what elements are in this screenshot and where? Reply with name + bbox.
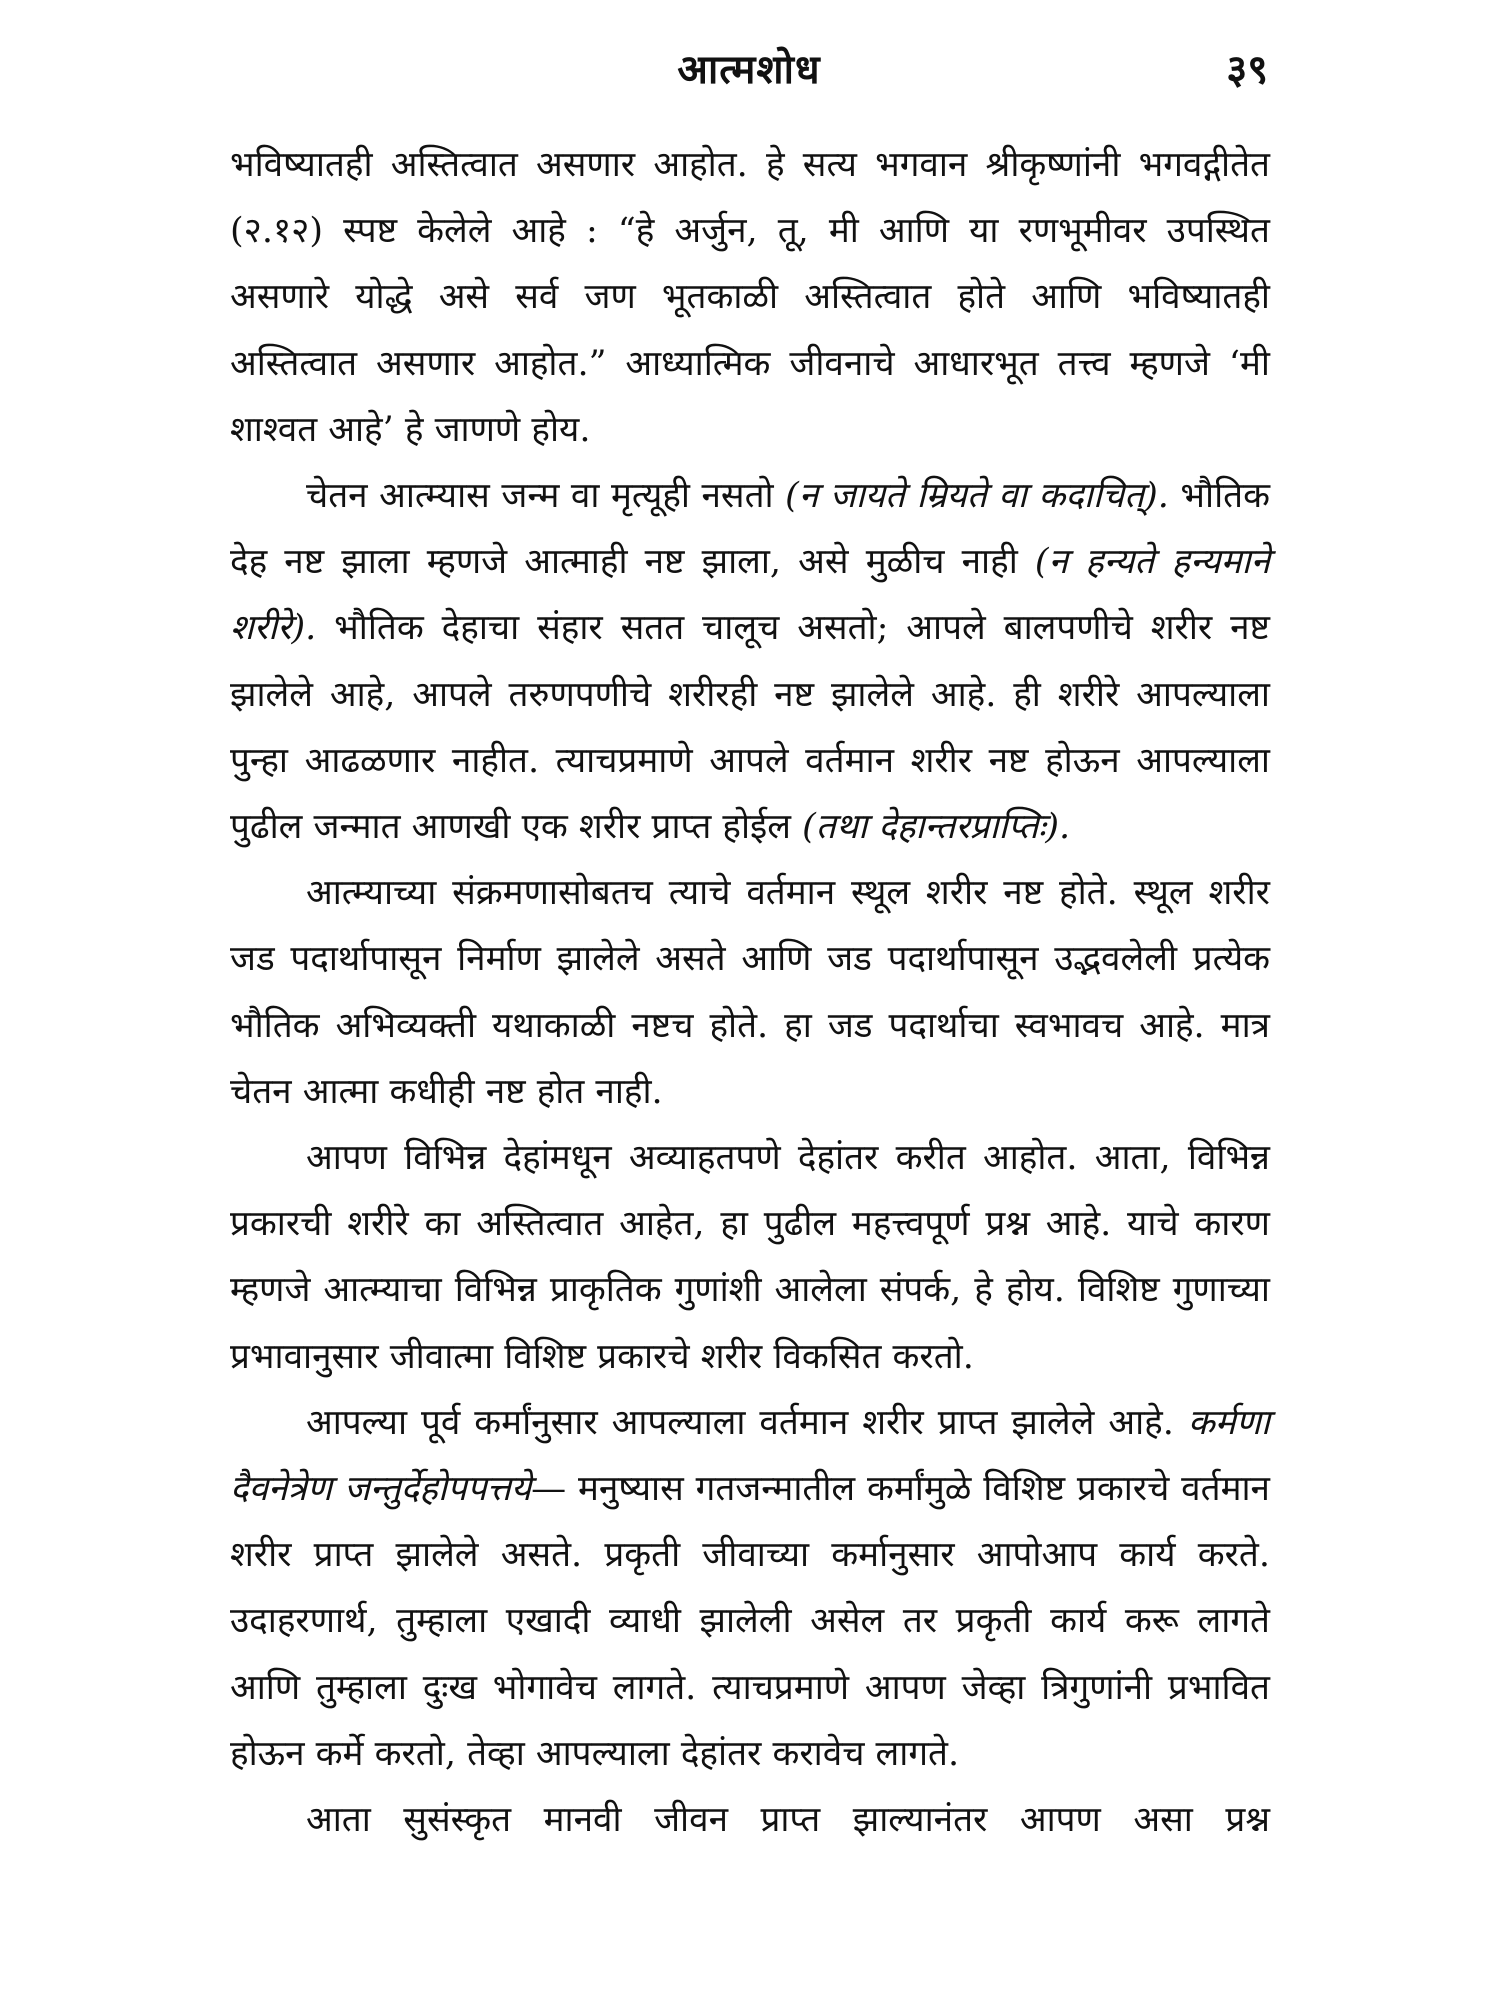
paragraph-text: चेतन आत्म्यास जन्म वा मृत्यूही नसतो [306, 476, 786, 517]
page-title: आत्मशोध [677, 47, 821, 93]
paragraph-3 [230, 860, 1270, 1125]
sanskrit-quote: (तथा देहान्तरप्राप्तिः). [802, 807, 1071, 848]
running-head [230, 34, 1268, 104]
paragraph-2 [230, 463, 1270, 860]
paragraph-text: भौतिक देहाचा संहार सतत चालूच असतो; आपले बालपणीचे शरीर नष्ट झालेले आहे, आपले तरुणपणीचे शरीरही नष्ट झालेले आहे. ही शरीरे आपल्याला पुन्हा आढळणार नाहीत. त्याचप्रमाणे आपले वर्तमान शरीर नष्ट होऊन आपल्याला पुढील जन्मात आणखी एक शरीर प्राप्त होईल [230, 608, 1270, 848]
paragraph-text: आता सुसंस्कृत मानवी जीवन प्राप्त झाल्यानंतर आपण असा प्रश्न [306, 1800, 1270, 1841]
paragraph-4 [230, 1125, 1270, 1390]
paragraph-text: भौतिक देह नष्ट झाला म्हणजे आत्माही नष्ट झाला, असे मुळीच नाही [230, 476, 1270, 583]
sanskrit-quote: (न जायते म्रियते वा कदाचित्). [785, 476, 1169, 517]
sanskrit-quote: कर्मणा दैवनेत्रेण जन्तुर्देहोपपत्तये [230, 1402, 1270, 1510]
page-number: ३९ [1226, 47, 1268, 93]
sanskrit-quote: (न हन्यते हन्यमाने शरीरे). [230, 542, 1270, 649]
paragraph-text: आत्म्याच्या संक्रमणासोबतच त्याचे वर्तमान स्थूल शरीर नष्ट होते. स्थूल शरीर जड पदार्थापासून निर्माण झालेले असते आणि जड पदार्थापासून उद्भवलेली प्रत्येक भौतिक अभिव्यक्ती यथाकाळी नष्टच होते. हा जड पदार्थाचा स्वभावच आहे. मात्र चेतन आत्मा कधीही नष्ट होत नाही. [230, 873, 1270, 1112]
paragraph-text: भविष्यातही अस्तित्वात असणार आहोत. हे सत्य भगवान श्रीकृष्णांनी भगवद्गीतेत (२.१२) स्पष्ट केलेले आहे : “हे अर्जुन, तू, मी आणि या रणभूमीवर उपस्थित असणारे योद्धे असे सर्व जण भूतकाळी अस्तित्वात होते आणि भविष्यातही अस्तित्वात असणार आहोत.” आध्यात्मिक जीवनाचे आधारभूत तत्त्व म्हणजे ‘मी शाश्वत आहे’ हे जाणणे होय. [230, 145, 1270, 450]
paragraph-text: आपण विभिन्न देहांमधून अव्याहतपणे देहांतर करीत आहोत. आता, विभिन्न प्रकारची शरीरे का अस्तित्वात आहेत, हा पुढील महत्त्वपूर्ण प्रश्न आहे. याचे कारण म्हणजे आत्म्याचा विभिन्न प्राकृतिक गुणांशी आलेला संपर्क, हे होय. विशिष्ट गुणाच्या प्रभावानुसार जीवात्मा विशिष्ट प्रकारचे शरीर विकसित करतो. [230, 1138, 1270, 1377]
paragraph-text: आपल्या पूर्व कर्मांनुसार आपल्याला वर्तमान शरीर प्राप्त झालेले आहे. [306, 1402, 1188, 1443]
paragraph-5 [230, 1390, 1270, 1787]
paragraph-6 [230, 1787, 1270, 1853]
paragraph-1 [230, 132, 1270, 463]
paragraph-text: — मनुष्यास गतजन्मातील कर्मांमुळे विशिष्ट प्रकारचे वर्तमान शरीर प्राप्त झालेले असते. प्रकृती जीवाच्या कर्मानुसार आपोआप कार्य करते. उदाहरणार्थ, तुम्हाला एखादी व्याधी झालेली असेल तर प्रकृती कार्य करू लागते आणि तुम्हाला दुःख भोगावेच लागते. त्याचप्रमाणे आपण जेव्हा त्रिगुणांनी प्रभावित होऊन कर्मे करतो, तेव्हा आपल्याला देहांतर करावेच लागते. [230, 1469, 1270, 1774]
body-text [230, 132, 1270, 1853]
